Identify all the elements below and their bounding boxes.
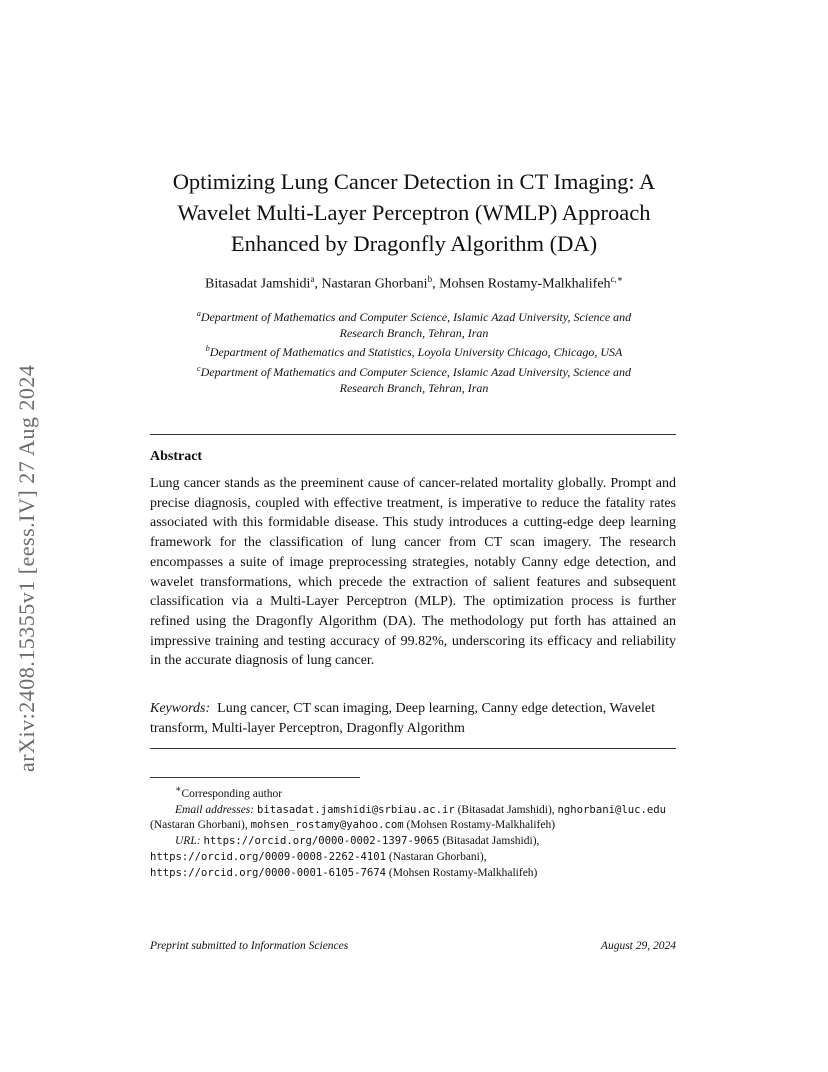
affiliation-line: Department of Mathematics and Computer Science, Islamic Azad University, Science and xyxy=(200,310,632,324)
affiliation-mark: c xyxy=(197,363,201,373)
abstract-top-rule xyxy=(150,434,676,435)
footnote-mark: ∗ xyxy=(175,784,182,795)
affiliation-line: Research Branch, Tehran, Iran xyxy=(339,380,489,395)
abstract-bottom-rule xyxy=(150,748,676,749)
email-owner: (Nastaran Ghorbani), xyxy=(150,819,248,832)
preprint-date: August 29, 2024 xyxy=(600,940,676,952)
arxiv-identifier: arXiv:2408.15355v1 [eess.IV] 27 Aug 2024 xyxy=(14,364,39,772)
url-owner: (Mohsen Rostamy-Malkhalifeh) xyxy=(388,866,538,879)
footnotes xyxy=(150,782,676,882)
author-name: Mohsen Rostamy-Malkhalifeh xyxy=(439,276,611,292)
author-list: Bitasadat Jamshidi$^a$, Nastaran Ghorbani$^b$, Mohsen Rostamy-Malkhalifeh$^{c,∗}$ xyxy=(205,274,623,292)
email-owner: (Bitasadat Jamshidi), xyxy=(457,803,555,816)
orcid-link[interactable]: https://orcid.org/0000-0001-6105-7674 xyxy=(150,866,386,879)
title-line: Enhanced by Dragonfly Algorithm (DA) xyxy=(230,231,598,256)
author-mark: b xyxy=(427,274,433,284)
keywords-text: Lung cancer, CT scan imaging, Deep learning, Canny edge detection, Wavelet transform, Multi-layer Perceptron, Dragonfly Algorithm xyxy=(150,701,656,736)
affiliation-mark: b xyxy=(205,344,210,354)
affiliation xyxy=(150,306,678,341)
url-owner: (Nastaran Ghorbani), xyxy=(388,851,487,864)
affiliation-mark: a xyxy=(196,309,201,318)
orcid-link[interactable]: https://orcid.org/0000-0002-1397-9065 xyxy=(203,835,440,848)
affiliations xyxy=(150,306,678,396)
email-link[interactable]: nghorbani@luc.edu xyxy=(557,803,666,816)
orcid-link[interactable]: https://orcid.org/0009-0008-2262-4101 xyxy=(150,851,386,864)
author-mark: c,∗ xyxy=(610,274,623,284)
title-line: Wavelet Multi-Layer Perceptron (WMLP) Approach xyxy=(177,200,651,225)
footnote-rule xyxy=(150,777,360,778)
url-label: URL: xyxy=(175,835,201,848)
corresponding-text: Corresponding author xyxy=(181,787,283,800)
email-block xyxy=(150,803,676,835)
corresponding-note xyxy=(150,782,676,803)
affiliation xyxy=(150,361,678,396)
author-name: Nastaran Ghorbani xyxy=(321,276,428,292)
abstract-heading: Abstract xyxy=(150,449,203,464)
affiliation-line: Department of Mathematics and Statistics, Loyola University Chicago, Chicago, USA xyxy=(209,345,623,360)
preprint-note: Preprint submitted to Information Sciences xyxy=(150,940,349,952)
keywords xyxy=(150,699,676,738)
affiliation-line: Research Branch, Tehran, Iran xyxy=(339,326,489,341)
email-link[interactable]: mohsen_rostamy@yahoo.com xyxy=(250,819,404,832)
title-line: Optimizing Lung Cancer Detection in CT Imaging: A xyxy=(172,169,656,194)
affiliation xyxy=(150,341,678,360)
email-link[interactable]: bitasadat.jamshidi@srbiau.ac.ir xyxy=(256,803,455,816)
url-owner: (Bitasadat Jamshidi), xyxy=(442,835,540,848)
author-mark: a xyxy=(310,274,315,284)
paper-title xyxy=(100,166,728,259)
email-owner: (Mohsen Rostamy-Malkhalifeh) xyxy=(406,819,556,832)
author-name: Bitasadat Jamshidi xyxy=(205,276,311,292)
keywords-label: Keywords: xyxy=(150,701,211,716)
abstract-text: Lung cancer stands as the preeminent cause of cancer-related mortality globally. Prompt and precise diagnosis, coupled with effective treatment, is imperative to reduce the fatality rates associated with this formidable disease. This study introduces a cutting-edge deep learning framework for the classification of lung cancer from CT scan imagery. The research encompasses a suite of image preprocessing strategies, notably Canny edge detection, and wavelet transformations, which precede the extraction of salient features and subsequent classification via a Multi-Layer Perceptron (MLP). The optimization process is further refined using the Dragonfly Algorithm (DA). The methodology put forth has attained an impressive training and testing accuracy of 99.82%, underscoring its efficacy and reliability in the accurate diagnosis of lung cancer. xyxy=(150,476,676,669)
email-label: Email addresses: xyxy=(175,803,255,816)
url-block xyxy=(150,834,676,881)
affiliation-line: Department of Mathematics and Computer Science, Islamic Azad University, Science and xyxy=(200,364,631,379)
